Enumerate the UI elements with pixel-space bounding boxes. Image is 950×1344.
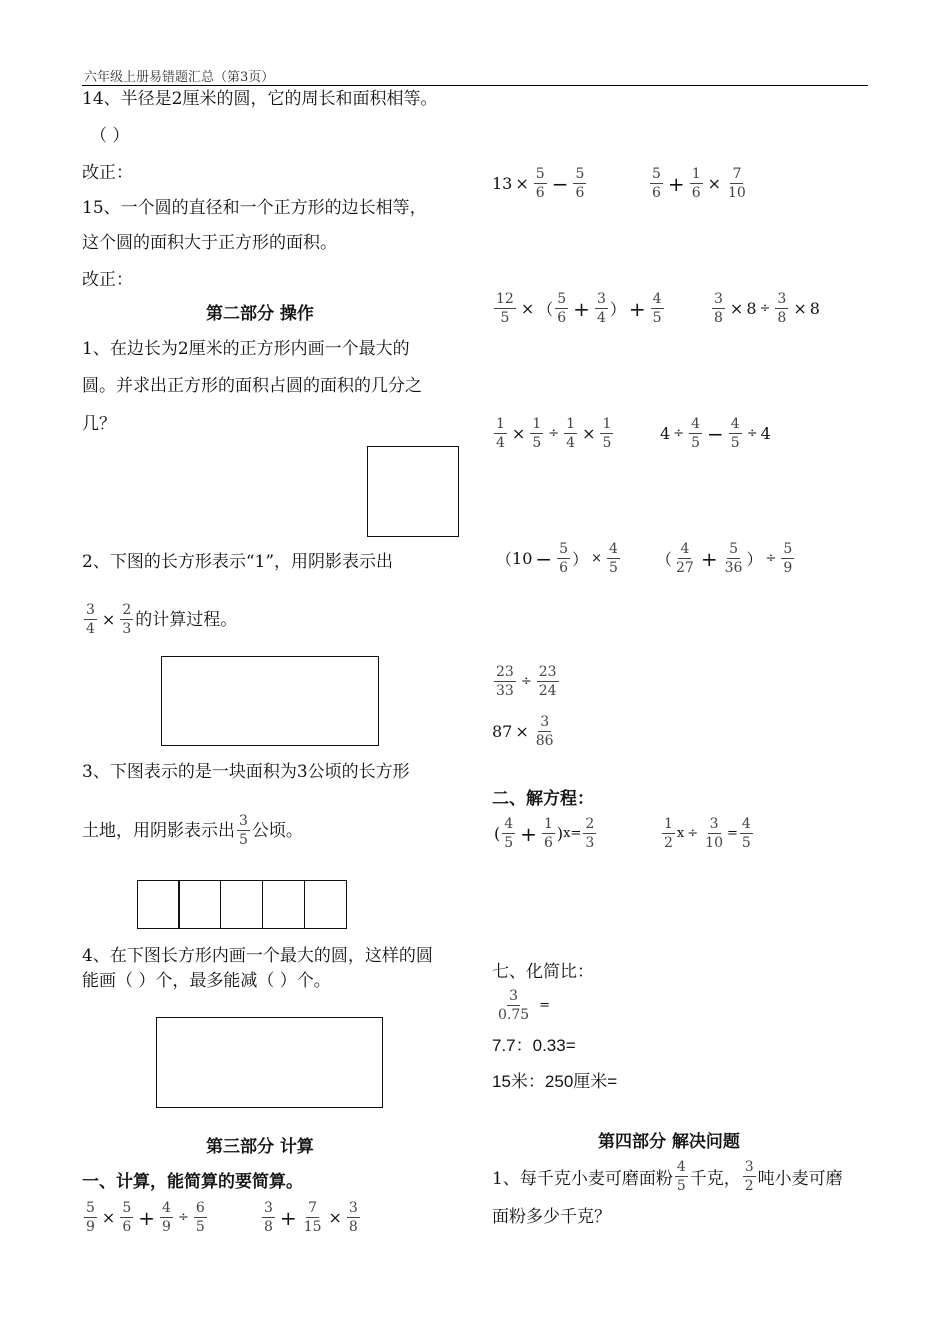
grid-cell [262,880,305,929]
q14-answer-paren: （ ） [90,126,130,146]
calc-a1: $\frac{5}{9}$ × $\frac{5}{6}$ + $\frac{4}{9}$ ÷ $\frac{6}{5}$ [86,1200,205,1235]
grid-cell [304,880,347,929]
ratio-2: 7.7：0.33= [492,1036,576,1055]
fraction: $\frac{3}{4}$ [86,602,95,637]
ratio-heading: 七、化简比： [492,962,594,982]
p4-q1-line1: 1、每千克小麦可磨面粉 $\frac{4}{5}$ 千克， $\frac{3}{2}$ 吨小麦可磨 [492,1159,843,1194]
q14-correction-label: 改正： [82,163,133,183]
calc-f2: 87 × $\frac{3}{86}$ [492,714,554,749]
fraction: $\frac{2}{3}$ [122,602,132,637]
square-drawing-box[interactable] [367,446,459,537]
part3-title: 第三部分 计算 [206,1137,314,1157]
ratio-3: 15米：250厘米= [492,1072,618,1091]
q15-text-line1: 15、一个圆的直径和一个正方形的边长相等， [82,198,427,218]
equation-1: ( $\frac{4}{5}$ + $\frac{1}{6}$ ) x= $\frac{2}{3}$ [494,816,595,851]
p2-q2-expression: $\frac{3}{4}$ × $\frac{2}{3}$ 的计算过程。 [86,602,238,637]
grid-cell [137,880,180,929]
p2-q1-line2: 圆。并求出正方形的面积占圆的面积的几分之 [82,376,422,396]
p4-q1-line2: 面粉多少千克？ [492,1207,611,1227]
part3-sub1: 一、计算，能简算的要简算。 [82,1172,303,1192]
fraction: $\frac{3}{5}$ [239,813,248,848]
calc-b1: 13 × $\frac{5}{6}$ − $\frac{5}{6}$ [492,166,585,201]
calc-f1: $\frac{23}{33}$ ÷ $\frac{23}{24}$ [496,664,557,699]
rectangle-drawing-box[interactable] [161,656,379,746]
calc-c1: $\frac{12}{5}$ × （ $\frac{5}{6}$ + $\frac{3}{4}$ ） + $\frac{4}{5}$ [496,291,662,326]
p2-q4-line2: 能画（ ）个，最多能减（ ）个。 [82,971,331,991]
equation-heading: 二、解方程： [492,789,594,809]
p2-q1-line3: 几？ [82,414,116,434]
page-header: 六年级上册易错题汇总（第3页） [84,70,275,85]
p2-q3-line2: 土地，用阴影表示出 $\frac{3}{5}$ 公顷。 [82,813,303,848]
equation-2: $\frac{1}{2}$ x ÷ $\frac{3}{10}$ = $\frac{4}{5}$ [664,816,751,851]
part2-title: 第二部分 操作 [206,304,314,324]
p2-q2-line1: 2、下图的长方形表示“1”，用阴影表示出 [82,552,394,572]
calc-a2: $\frac{3}{8}$ + $\frac{7}{15}$ × $\frac{3}{8}$ [264,1200,358,1235]
header-rule [82,85,868,86]
q14-text: 14、半径是2厘米的圆，它的周长和面积相等。 [82,89,438,109]
q15-correction-label: 改正： [82,270,133,290]
p2-q4-line1: 4、在下图长方形内画一个最大的圆，这样的圆 [82,946,433,966]
calc-e2: （ $\frac{4}{27}$ + $\frac{5}{36}$ ） ÷ $\frac{5}{9}$ [656,541,793,576]
ratio-1: $\frac{3}{0.75}$ = [498,988,551,1023]
calc-c2: $\frac{3}{8}$ × 8 ÷ $\frac{3}{8}$ × 8 [714,291,820,326]
grid-cell [178,880,221,929]
calc-e1: （ 10 − $\frac{5}{6}$ ） × $\frac{4}{5}$ [496,541,618,576]
grid-cell [220,880,263,929]
part4-title: 第四部分 解决问题 [598,1132,740,1152]
five-cell-grid[interactable] [138,880,347,929]
calc-b2: $\frac{5}{6}$ + $\frac{1}{6}$ × $\frac{7}{10}$ [652,166,746,201]
p2-q3-line1: 3、下图表示的是一块面积为3公顷的长方形 [82,762,410,782]
calc-d2: 4 ÷ $\frac{4}{5}$ − $\frac{4}{5}$ ÷ 4 [660,416,771,451]
p2-q1-line1: 1、在边长为2厘米的正方形内画一个最大的 [82,339,410,359]
rectangle-circle-box[interactable] [156,1017,383,1108]
q15-text-line2: 这个圆的面积大于正方形的面积。 [82,233,337,253]
calc-d1: $\frac{1}{4}$ × $\frac{1}{5}$ ÷ $\frac{1}{4}$ × $\frac{1}{5}$ [496,416,612,451]
